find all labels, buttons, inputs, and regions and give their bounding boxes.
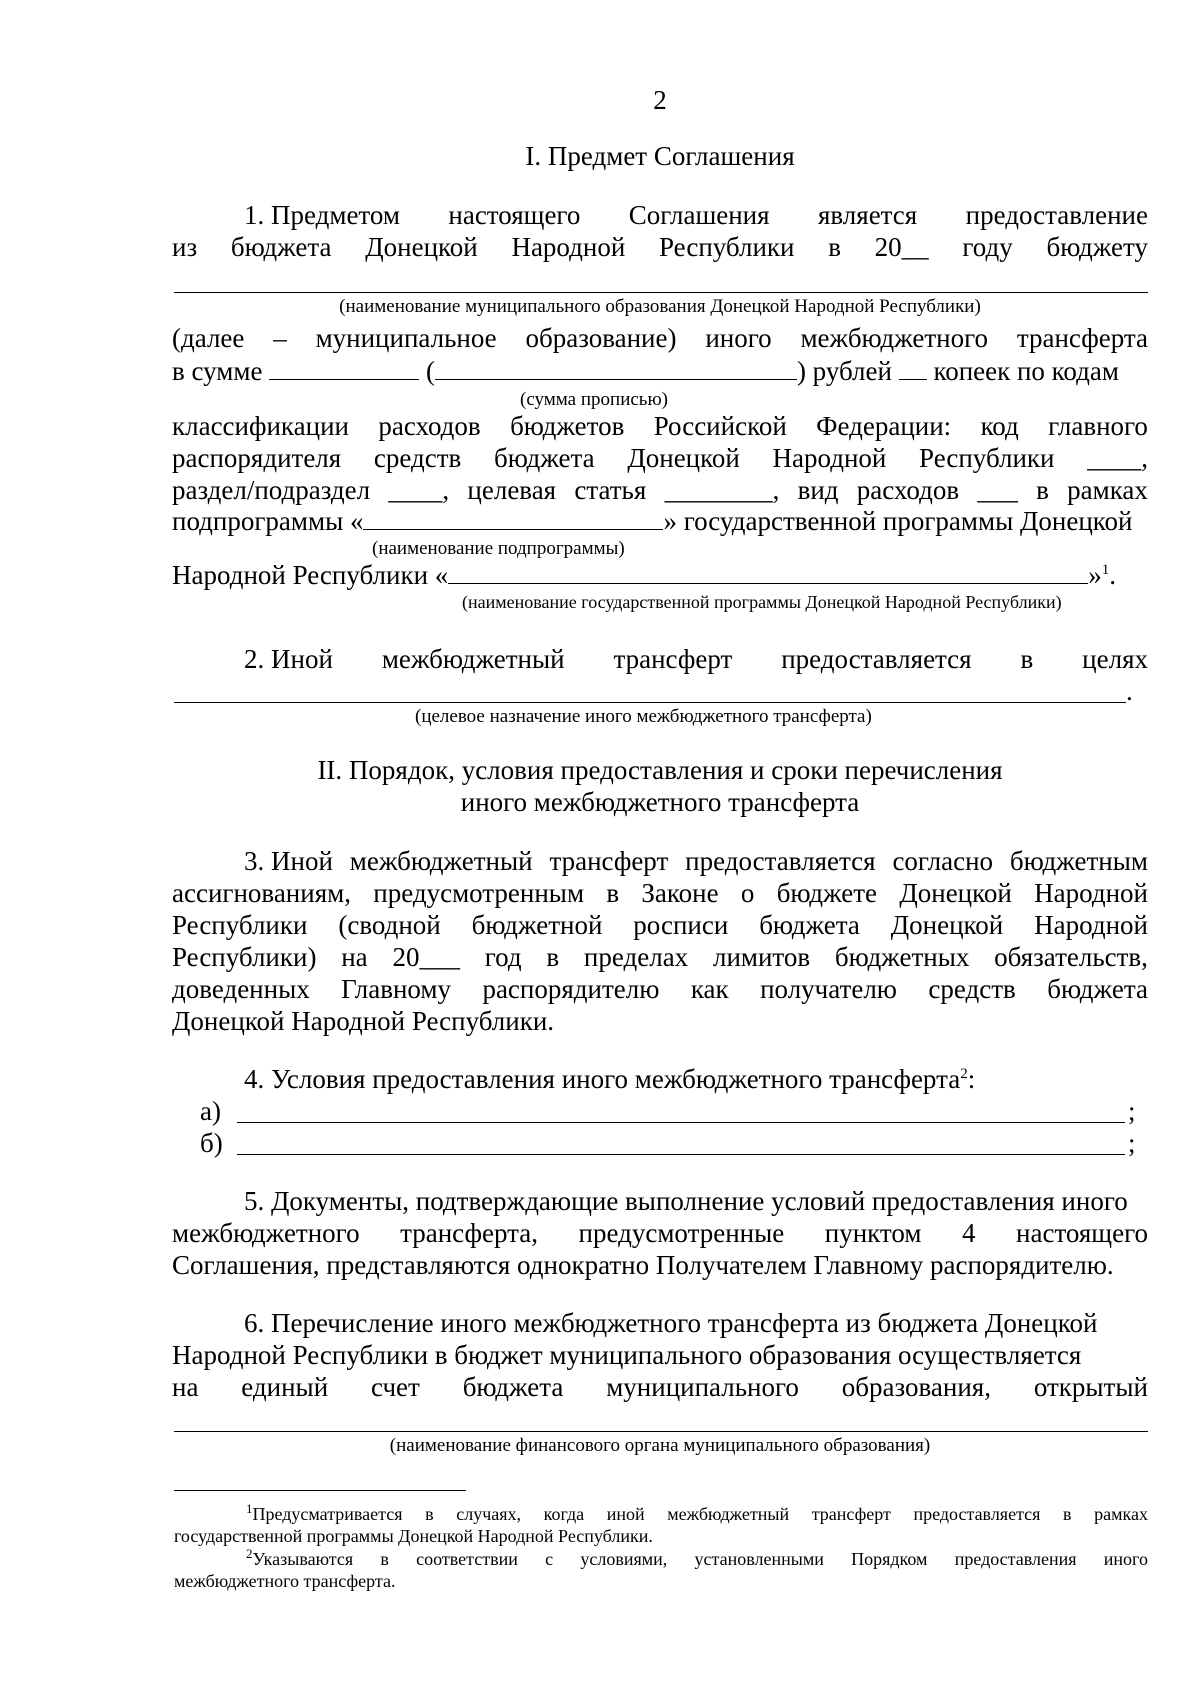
word: Народной xyxy=(1034,878,1148,908)
p5-line-2 xyxy=(172,1217,1148,1249)
word: иного xyxy=(705,323,772,353)
word: 20__ xyxy=(874,232,929,262)
word: из xyxy=(172,232,198,262)
footnote-1-first-word: Предусматривается xyxy=(252,1504,403,1524)
word: Российской xyxy=(653,411,787,441)
footnote-ref-2[interactable]: 2 xyxy=(960,1066,968,1082)
word: межбюджетный xyxy=(381,644,565,674)
word: 3. Иной xyxy=(244,846,333,876)
word: бюджета xyxy=(230,232,332,262)
word: образования, xyxy=(841,1372,991,1402)
sum-open: ( xyxy=(425,356,435,386)
word: в xyxy=(1036,475,1049,505)
word: межбюджетного xyxy=(172,1218,360,1248)
kopeks-suffix: копеек по кодам xyxy=(933,356,1119,386)
p1-line-9 xyxy=(172,559,1148,591)
word: как xyxy=(690,974,729,1004)
word: целях xyxy=(1082,644,1148,674)
footnote-1-word: межбюджетный xyxy=(667,1504,790,1524)
footnote-1-mark-wrap xyxy=(246,1503,403,1526)
word: Законе xyxy=(641,878,719,908)
footnote-2-mark: 2 xyxy=(246,1546,253,1561)
word: является xyxy=(817,200,918,230)
word: 1. Предметом xyxy=(244,200,400,230)
item-a-blank[interactable] xyxy=(237,1122,1125,1123)
p6-line-3 xyxy=(172,1371,1148,1403)
word: Республики xyxy=(659,232,795,262)
caption-gov-program: (наименование государственной программы Донецкой Народной Республики) xyxy=(462,592,1062,612)
word: на xyxy=(172,1372,199,1402)
p1-line-5 xyxy=(172,410,1148,442)
item-a-end: ; xyxy=(1128,1096,1136,1126)
caption-municipal: (наименование муниципального образования Донецкой Народной Республики) xyxy=(339,296,981,317)
word: Федерации: xyxy=(816,411,952,441)
word: ____, xyxy=(1087,443,1148,473)
word: бюджета xyxy=(1047,974,1148,1004)
word: единый xyxy=(241,1372,329,1402)
word: классификации xyxy=(172,411,349,441)
word: счет xyxy=(371,1372,420,1402)
word: Донецкой xyxy=(899,878,1012,908)
p6-line-1: 6. Перечисление иного межбюджетного трансферта из бюджета Донецкой xyxy=(244,1308,1098,1338)
word: ассигнованиям, xyxy=(172,878,351,908)
sum-suffix: ) рублей xyxy=(796,356,892,386)
word: целевая xyxy=(467,475,557,505)
footnote-2-word: условиями, xyxy=(580,1549,668,1569)
gov-program-blank[interactable] xyxy=(448,559,1088,584)
word: 20___ xyxy=(392,942,460,972)
section-2-heading-line-2: иного межбюджетного трансферта xyxy=(460,787,860,817)
municipal-blank[interactable] xyxy=(174,292,1148,293)
word: межбюджетный xyxy=(349,846,533,876)
word: в xyxy=(1020,644,1034,674)
fin-org-blank[interactable] xyxy=(174,1431,1148,1432)
footnote-2-word: предоставления xyxy=(954,1549,1077,1569)
word: Соглашения xyxy=(628,200,770,230)
word: бюджета xyxy=(759,910,860,940)
gov-program-suffix: » xyxy=(1088,560,1102,590)
word: обязательств, xyxy=(994,942,1148,972)
p1-line-7 xyxy=(172,474,1148,506)
footnote-1-word: трансферт xyxy=(811,1504,891,1524)
word: главного xyxy=(1048,411,1148,441)
word: в xyxy=(828,232,841,262)
word: бюджета xyxy=(462,1372,564,1402)
word: Республики xyxy=(172,910,308,940)
word: предоставляется xyxy=(781,644,972,674)
word: распорядителя xyxy=(172,443,342,473)
footnote-1-word: иной xyxy=(606,1504,645,1524)
word: – xyxy=(273,323,287,353)
footnote-1-word: рамках xyxy=(1094,1504,1148,1524)
word: предусмотренным xyxy=(373,878,585,908)
item-a-label: а) xyxy=(200,1096,221,1126)
item-b-label: б) xyxy=(200,1128,223,1158)
word: предусмотренные xyxy=(578,1218,785,1248)
word: Народной xyxy=(772,443,887,473)
footnote-2-first-word: Указываются xyxy=(252,1549,354,1569)
subprogram-blank[interactable] xyxy=(363,505,663,530)
word: предоставление xyxy=(965,200,1148,230)
word: трансферта, xyxy=(400,1218,538,1248)
p5-line-3: Соглашения, представляются однократно Получателем Главному распорядителю. xyxy=(172,1250,1114,1280)
word: трансферт xyxy=(613,644,733,674)
word: Народной xyxy=(511,232,626,262)
word: (далее xyxy=(172,323,245,353)
word: расходов xyxy=(378,411,481,441)
word: трансферта xyxy=(1016,323,1148,353)
p3-line-3 xyxy=(172,909,1148,941)
word: (сводной xyxy=(338,910,441,940)
word: распорядителю xyxy=(482,974,660,1004)
word: бюджету xyxy=(1046,232,1148,262)
p1-line-3 xyxy=(172,322,1148,354)
word: получателю xyxy=(760,974,897,1004)
word: о xyxy=(740,878,755,908)
word: 2. Иной xyxy=(244,644,333,674)
sum-number-blank[interactable] xyxy=(269,355,419,380)
word: образование) xyxy=(525,323,677,353)
word: Республики) xyxy=(172,942,317,972)
page-number: 2 xyxy=(653,85,667,115)
p2-line-1 xyxy=(244,643,1148,675)
word: настоящего xyxy=(448,200,581,230)
footnote-1-mark: 1 xyxy=(246,1501,253,1516)
word: год xyxy=(484,942,522,972)
section-2-heading-line-1: II. Порядок, условия предоставления и сроки перечисления xyxy=(317,755,1003,785)
footnote-separator xyxy=(174,1490,466,1491)
word: 4 xyxy=(962,1218,976,1248)
section-1-heading: I. Предмет Соглашения xyxy=(525,141,795,171)
subprogram-suffix: » государственной программы Донецкой xyxy=(663,506,1133,536)
footnote-2-word: с xyxy=(545,1549,554,1569)
footnote-ref-1[interactable]: 1 xyxy=(1101,562,1110,578)
p5-line-1: 5. Документы, подтверждающие выполнение условий предоставления иного xyxy=(244,1186,1128,1216)
p4-text: 4. Условия предоставления иного межбюджетного трансферта xyxy=(244,1064,961,1094)
footnote-1-word: случаях, xyxy=(456,1504,522,1524)
word: в xyxy=(546,942,560,972)
word: ___ xyxy=(977,475,1018,505)
word: ________, xyxy=(664,475,780,505)
word: росписи xyxy=(633,910,729,940)
footnote-2-line-2: межбюджетного трансферта. xyxy=(174,1571,396,1591)
word: доведенных xyxy=(172,974,310,1004)
p1-line-8 xyxy=(172,505,1148,537)
word: бюджете xyxy=(776,878,878,908)
p1-line-6 xyxy=(172,442,1148,474)
caption-fin-org: (наименование финансового органа муниципального образования) xyxy=(389,1435,931,1456)
footnote-1-line-1 xyxy=(246,1503,1148,1526)
word: пределах xyxy=(583,942,689,972)
word: муниципального xyxy=(606,1372,799,1402)
footnote-2-word: иного xyxy=(1103,1549,1148,1569)
word: Донецкой xyxy=(890,910,1004,940)
word: бюджетных xyxy=(834,942,970,972)
word: средств xyxy=(373,443,462,473)
caption-subprogram: (наименование подпрограммы) xyxy=(372,538,625,559)
word: бюджетным xyxy=(1009,846,1148,876)
sum-prefix: в сумме xyxy=(172,356,263,386)
p4-line xyxy=(244,1063,1148,1095)
gov-program-end: . xyxy=(1109,560,1117,590)
word: в xyxy=(606,878,620,908)
word: раздел/подраздел xyxy=(172,475,371,505)
word: Главному xyxy=(341,974,451,1004)
footnote-1-line-2: государственной программы Донецкой Народной Республики. xyxy=(174,1526,653,1546)
word: код xyxy=(980,411,1019,441)
footnote-1-word: в xyxy=(425,1504,434,1524)
word: лимитов xyxy=(712,942,811,972)
p3-line-2 xyxy=(172,877,1148,909)
p1-line-2 xyxy=(172,231,1148,263)
word: расходов xyxy=(856,475,960,505)
word: пунктом xyxy=(824,1218,922,1248)
word: бюджета xyxy=(493,443,595,473)
word: Донецкой xyxy=(627,443,740,473)
word: средств xyxy=(928,974,1016,1004)
p1-line-1 xyxy=(244,199,1148,231)
footnote-2-line-1 xyxy=(246,1548,1148,1571)
word: межбюджетного xyxy=(800,323,989,353)
footnote-1-word: предоставляется xyxy=(913,1504,1041,1524)
word: бюджетов xyxy=(510,411,625,441)
sum-words-blank[interactable] xyxy=(435,355,797,380)
purpose-end: . xyxy=(1126,676,1133,706)
caption-sum: (сумма прописью) xyxy=(520,389,668,410)
word: Донецкой xyxy=(365,232,478,262)
footnote-2-word: установленными xyxy=(694,1549,824,1569)
word: муниципальное xyxy=(315,323,497,353)
item-b-blank[interactable] xyxy=(237,1154,1125,1155)
word: рамках xyxy=(1067,475,1148,505)
p3-line-1 xyxy=(244,845,1148,877)
footnote-1-word: когда xyxy=(543,1504,585,1524)
p3-line-5 xyxy=(172,973,1148,1005)
word: ____, xyxy=(388,475,450,505)
word: вид xyxy=(797,475,839,505)
word: предоставляется xyxy=(685,846,876,876)
footnote-1-word: в xyxy=(1063,1504,1072,1524)
word: согласно xyxy=(892,846,994,876)
word: году xyxy=(962,232,1013,262)
word: Республики xyxy=(919,443,1055,473)
footnote-2-word: в xyxy=(380,1549,389,1569)
footnote-2-word: соответствии xyxy=(416,1549,518,1569)
gov-program-prefix: Народной Республики « xyxy=(172,560,449,590)
word: бюджетной xyxy=(471,910,603,940)
p3-line-6: Донецкой Народной Республики. xyxy=(172,1006,555,1036)
item-b-end: ; xyxy=(1128,1128,1136,1158)
purpose-blank[interactable] xyxy=(174,702,1126,703)
p6-line-2: Народной Республики в бюджет муниципального образования осуществляется xyxy=(172,1340,1082,1370)
p4-colon: : xyxy=(967,1064,976,1094)
word: настоящего xyxy=(1016,1218,1148,1248)
footnote-2-word: Порядком xyxy=(851,1549,928,1569)
word: трансферт xyxy=(549,846,669,876)
subprogram-prefix: подпрограммы « xyxy=(172,506,364,536)
word: на xyxy=(341,942,368,972)
p1-line-4 xyxy=(172,355,1148,387)
word: статья xyxy=(574,475,647,505)
word: открытый xyxy=(1033,1372,1148,1402)
caption-purpose: (целевое назначение иного межбюджетного трансферта) xyxy=(415,706,872,727)
kopeks-blank[interactable] xyxy=(899,355,927,380)
word: Народной xyxy=(1034,910,1148,940)
p3-line-4 xyxy=(172,941,1148,973)
footnote-2-mark-wrap xyxy=(246,1548,353,1571)
